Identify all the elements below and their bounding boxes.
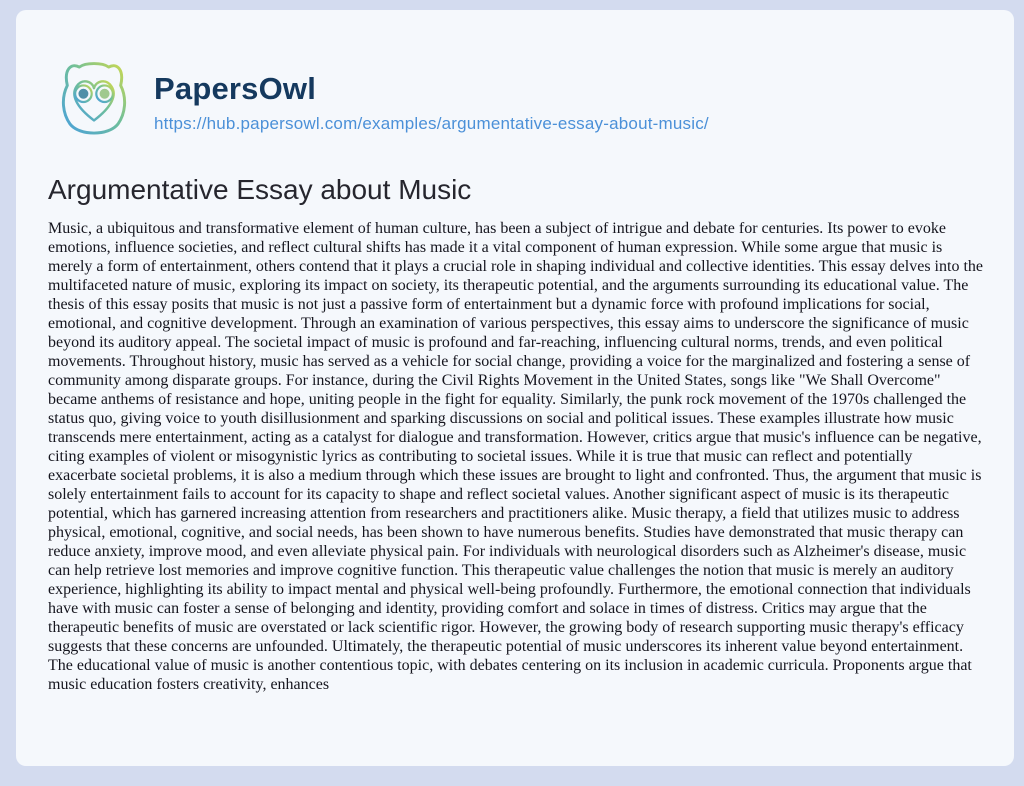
papersowl-logo bbox=[48, 56, 140, 148]
page-title: Argumentative Essay about Music bbox=[48, 174, 472, 205]
brand-block bbox=[154, 71, 709, 134]
site-header bbox=[48, 56, 983, 148]
brand-name: PapersOwl bbox=[154, 70, 317, 106]
owl-icon bbox=[48, 56, 140, 148]
document-card bbox=[16, 10, 1014, 766]
essay-body-text: Music, a ubiquitous and transformative element of human culture, has been a subject of intrigue and debate for centuries. Its power to evoke emotions, influence societies, and reflect cultural shifts has made it a vital component of human expression. While some argue that music is merely a form of entertainment, others contend that it plays a crucial role in shaping individual and collective identities. This essay delves into the multifaceted nature of music, exploring its impact on society, its therapeutic potential, and the arguments surrounding its educational value. The thesis of this essay posits that music is not just a passive form of entertainment but a dynamic force with profound implications for social, emotional, and cognitive development. Through an examination of various perspectives, this essay aims to underscore the significance of music beyond its auditory appeal. The societal impact of music is profound and far-reaching, influencing cultural norms, trends, and even political movements. Throughout history, music has served as a vehicle for social change, providing a voice for the marginalized and fostering a sense of community among disparate groups. For instance, during the Civil Rights Movement in the United States, songs like "We Shall Overcome" became anthems of resistance and hope, uniting people in the fight for equality. Similarly, the punk rock movement of the 1970s challenged the status quo, giving voice to youth disillusionment and sparking discussions on social and political issues. These examples illustrate how music transcends mere entertainment, acting as a catalyst for dialogue and transformation. However, critics argue that music's influence can be negative, citing examples of violent or misogynistic lyrics as contributing to societal issues. While it is true that music can reflect and potentially exacerbate societal problems, it is also a medium through which these issues are brought to light and confronted. Thus, the argument that music is solely entertainment fails to account for its capacity to shape and reflect societal values. Another significant aspect of music is its therapeutic potential, which has garnered increasing attention from researchers and practitioners alike. Music therapy, a field that utilizes music to address physical, emotional, cognitive, and social needs, has been shown to have numerous benefits. Studies have demonstrated that music therapy can reduce anxiety, improve mood, and even alleviate physical pain. For individuals with neurological disorders such as Alzheimer's disease, music can help retrieve lost memories and improve cognitive function. This therapeutic value challenges the notion that music is merely an auditory experience, highlighting its ability to impact mental and physical well-being profoundly. Furthermore, the emotional connection that individuals have with music can foster a sense of belonging and identity, providing comfort and solace in times of distress. Critics may argue that the therapeutic benefits of music are overstated or lack scientific rigor. However, the growing body of research supporting music therapy's efficacy suggests that these concerns are unfounded. Ultimately, the therapeutic potential of music underscores its inherent value beyond entertainment. The educational value of music is another contentious topic, with debates centering on its inclusion in academic curricula. Proponents argue that music education fosters creativity, enhances bbox=[48, 220, 983, 693]
source-url-link[interactable]: https://hub.papersowl.com/examples/argumentative-essay-about-music/ bbox=[154, 113, 709, 133]
